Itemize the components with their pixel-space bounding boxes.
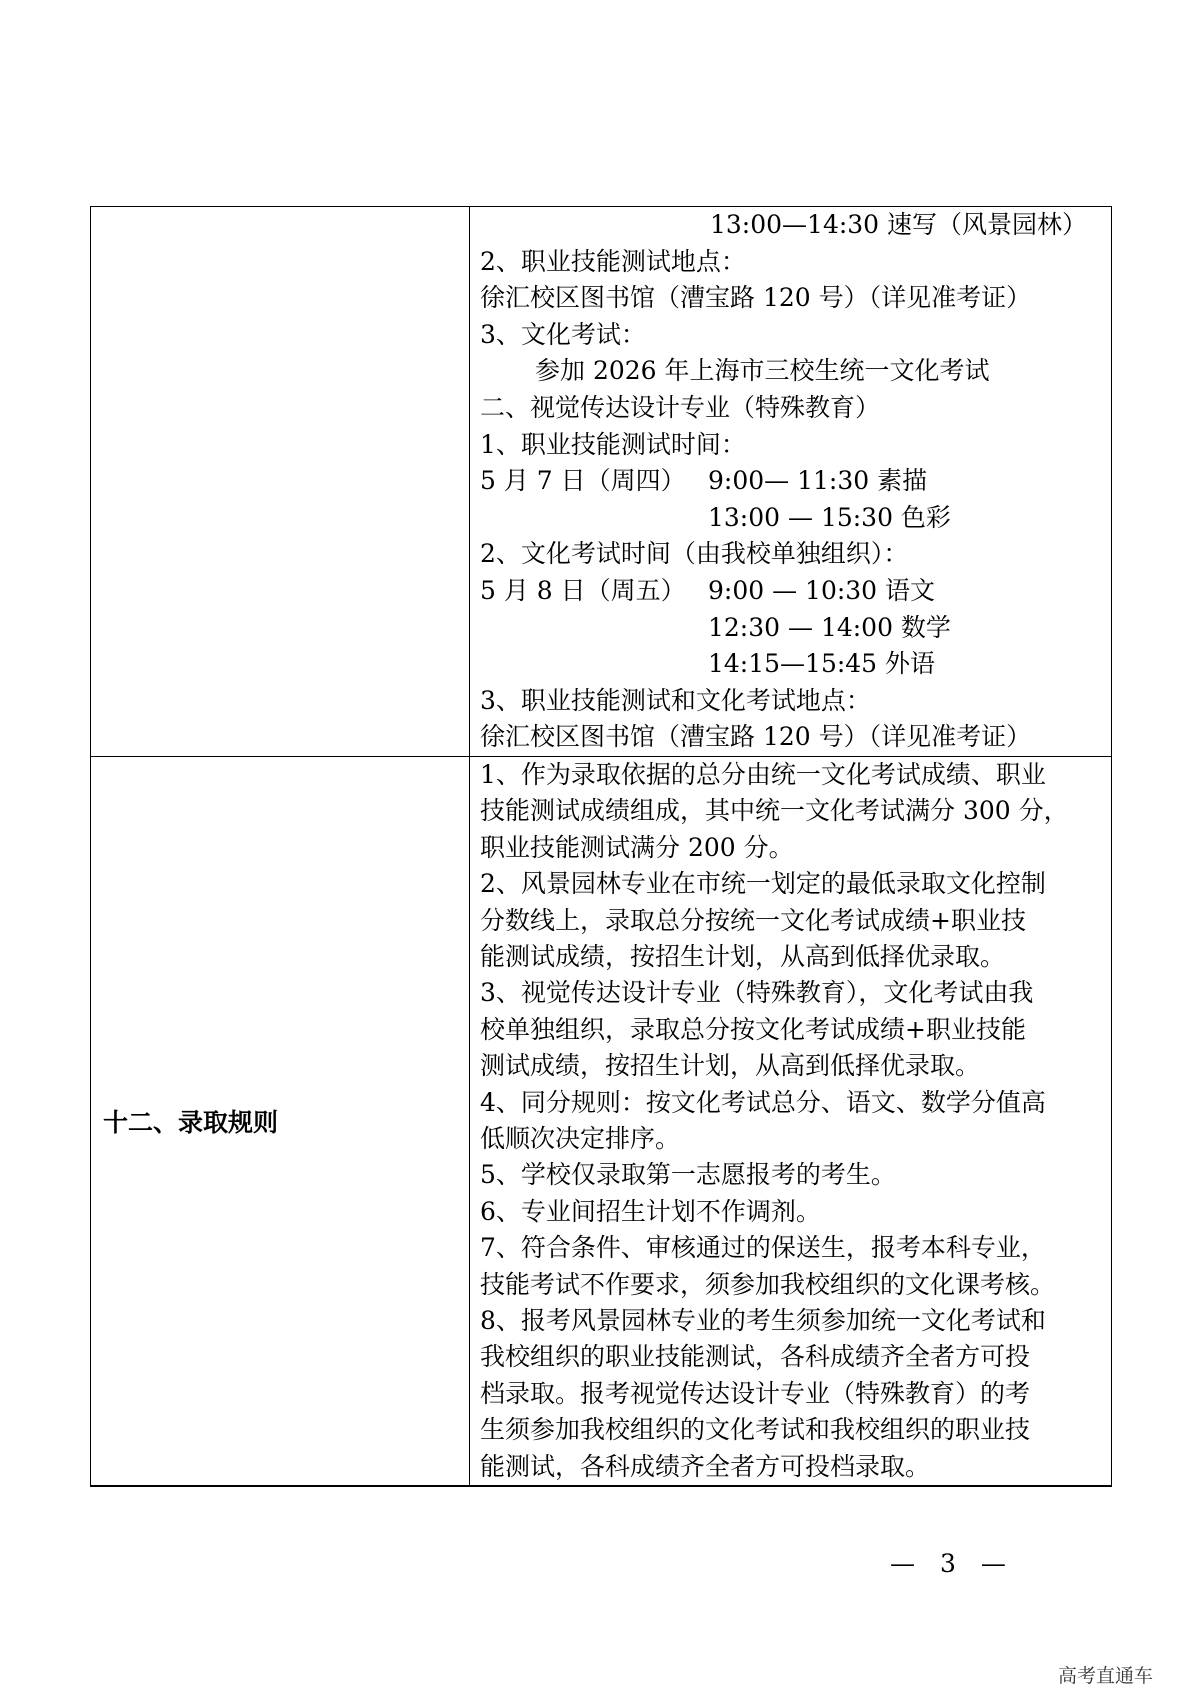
admission-rules-heading: 十二、录取规则 bbox=[103, 1107, 279, 1137]
may8-schedule-row bbox=[480, 573, 1103, 610]
rule-line: 能测试成绩，按招生计划，从高到低择优录取。 bbox=[480, 941, 1006, 971]
may7-sketch: 9:00— 11:30 素描 bbox=[708, 466, 928, 496]
rule-line: 分数线上，录取总分按统一文化考试成绩+职业技 bbox=[480, 905, 1026, 935]
rule-line: 2、风景园林专业在市统一划定的最低录取文化控制 bbox=[480, 869, 1046, 899]
sketch-time: 13:00—14:30 速写（风景园林） bbox=[710, 210, 1088, 239]
rule-line: 6、专业间招生计划不作调剂。 bbox=[480, 1196, 821, 1226]
rule-line: 档录取。报考视觉传达设计专业（特殊教育）的考 bbox=[480, 1378, 1031, 1408]
rule-line: 3、视觉传达设计专业（特殊教育），文化考试由我 bbox=[480, 978, 1034, 1008]
skill-test-location-heading: 2、职业技能测试地点： bbox=[480, 246, 746, 276]
rule-line: 技能考试不作要求，须参加我校组织的文化课考核。 bbox=[480, 1269, 1056, 1299]
rule-line: 我校组织的职业技能测试，各科成绩齐全者方可投 bbox=[480, 1342, 1031, 1372]
rule-line: 校单独组织，录取总分按文化考试成绩+职业技能 bbox=[480, 1014, 1026, 1044]
visual-design-heading: 二、视觉传达设计专业（特殊教育） bbox=[480, 392, 881, 422]
may8-math: 12:30 — 14:00 数学 bbox=[708, 612, 951, 642]
may7-color: 13:00 — 15:30 色彩 bbox=[708, 502, 951, 532]
rule-line: 职业技能测试满分 200 分。 bbox=[480, 832, 794, 862]
rule-line: 生须参加我校组织的文化考试和我校组织的职业技 bbox=[480, 1415, 1031, 1445]
table-row-exam-schedule bbox=[91, 207, 1112, 757]
watermark: 高考直通车 bbox=[1058, 1665, 1154, 1687]
may7-schedule-row bbox=[480, 463, 1103, 500]
rule-line: 7、符合条件、审核通过的保送生，报考本科专业， bbox=[480, 1233, 1046, 1263]
rule-line: 5、学校仅录取第一志愿报考的考生。 bbox=[480, 1160, 896, 1190]
culture-time-heading: 2、文化考试时间（由我校单独组织）： bbox=[480, 539, 909, 569]
visual-skill-time-heading: 1、职业技能测试时间： bbox=[480, 429, 746, 459]
page-number: — 3 — bbox=[890, 1549, 1006, 1578]
combined-location-heading: 3、职业技能测试和文化考试地点： bbox=[480, 685, 871, 715]
rule-line: 1、作为录取依据的总分由统一文化考试成绩、职业 bbox=[480, 759, 1046, 789]
rule-line: 4、同分规则：按文化考试总分、语文、数学分值高 bbox=[480, 1087, 1046, 1117]
rule-line: 低顺次决定排序。 bbox=[480, 1123, 681, 1153]
table-row-admission-rules bbox=[91, 756, 1112, 1486]
culture-exam-heading: 3、文化考试： bbox=[480, 319, 646, 349]
combined-location: 徐汇校区图书馆（漕宝路 120 号）（详见准考证） bbox=[480, 722, 1032, 752]
rule-line: 测试成绩，按招生计划，从高到低择优录取。 bbox=[480, 1051, 981, 1081]
may8-language: 14:15—15:45 外语 bbox=[708, 649, 936, 679]
row2-right-cell bbox=[470, 756, 1112, 1486]
may7-date: 5 月 7 日（周四） bbox=[480, 466, 686, 496]
row1-right-cell bbox=[470, 207, 1112, 757]
row2-left-cell bbox=[91, 756, 470, 1486]
rule-line: 能测试，各科成绩齐全者方可投档录取。 bbox=[480, 1451, 931, 1481]
content-table bbox=[90, 206, 1112, 1487]
row1-left-cell bbox=[91, 207, 470, 757]
skill-test-location: 徐汇校区图书馆（漕宝路 120 号）（详见准考证） bbox=[480, 283, 1032, 313]
rule-line: 技能测试成绩组成，其中统一文化考试满分 300 分， bbox=[480, 796, 1069, 826]
may8-date: 5 月 8 日（周五） bbox=[480, 575, 686, 605]
may8-chinese: 9:00 — 10:30 语文 bbox=[708, 575, 936, 605]
culture-exam-desc: 参加 2026 年上海市三校生统一文化考试 bbox=[535, 356, 990, 386]
rule-line: 8、报考风景园林专业的考生须参加统一文化考试和 bbox=[480, 1306, 1046, 1335]
